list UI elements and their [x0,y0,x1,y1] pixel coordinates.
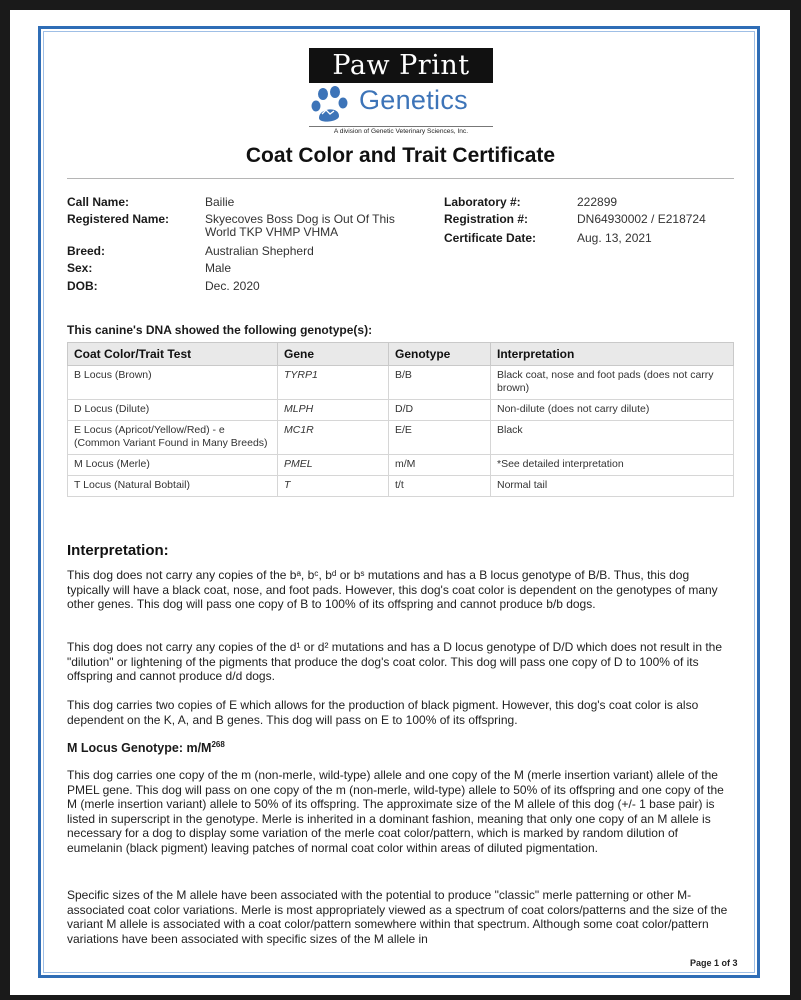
registration-number-value: DN64930002 / E218724 [577,212,706,226]
gene-cell: MLPH [278,400,389,421]
gene-cell: PMEL [278,455,389,476]
column-header-interpretation: Interpretation [491,343,734,366]
genotype-cell: B/B [389,366,491,400]
registered-name-value-1: Skyecoves Boss Dog is Out Of This [205,212,395,226]
genotype-heading: This canine's DNA showed the following genotype(s): [67,323,373,337]
table-row [68,366,734,400]
b-locus-paragraph: This dog does not carry any copies of the bᵃ, bᶜ, bᵈ or bˢ mutations and has a B locus genotype of B/B. Thus, this dog typically will have a black coat, nose, and foot pads. However, this dog's coat color is dependent on the genotypes of many other genes. This dog will pass one copy of B to 100% of its offspring and cannot produce b/b dogs. [67,568,718,612]
interpretation-cell: Black [491,421,734,455]
test-cell: B Locus (Brown) [68,366,278,400]
logo-genetics-text: Genetics [359,85,468,115]
gene-cell: T [278,476,389,497]
m-locus-paragraph-2: Specific sizes of the M allele have been associated with the potential to produce "classic" merle patterning or other M-associated coat color variations. Merle is most appropriately viewed as a spectrum of coat colors/patterns and the size of the variant M allele is associated with a coat color/pattern somewhere within that spectrum. Although some coat color/pattern variations have been associated with specific sizes of the M allele in [67,888,728,946]
table-row [68,400,734,421]
page-number: Page 1 of 3 [690,958,738,968]
gene-cell: TYRP1 [278,366,389,400]
genotype-table [67,342,734,497]
column-header-genotype: Genotype [389,343,491,366]
interpretation-cell: *See detailed interpretation [491,455,734,476]
e-locus-paragraph: This dog carries two copies of E which allows for the production of black pigment. However, this dog's coat color is also dependent on the K, A, and B genes. This dog will pass on E to 100% of its offspring. [67,698,699,727]
breed-value: Australian Shepherd [205,244,314,258]
m-locus-heading [67,740,225,755]
m-locus-heading-superscript: 268 [211,740,225,749]
table-row [68,421,734,455]
registration-number-label: Registration #: [444,212,529,226]
breed-label: Breed: [67,244,106,258]
logo-division-text: A division of Genetic Veterinary Sciences, Inc. [309,126,493,135]
laboratory-number-value: 222899 [577,195,618,209]
registered-name-value-2: World TKP VHMP VHMA [205,225,339,239]
title-divider [67,178,734,179]
logo-paw-print-text: Paw Print [309,48,493,83]
genotype-cell: t/t [389,476,491,497]
dob-label: DOB: [67,279,98,293]
genotype-cell: m/M [389,455,491,476]
gene-cell: MC1R [278,421,389,455]
m-locus-heading-text: M Locus Genotype: m/M [67,741,212,756]
interpretation-cell: Non-dilute (does not carry dilute) [491,400,734,421]
interpretation-cell: Black coat, nose and foot pads (does not carry brown) [491,366,734,400]
call-name-label: Call Name: [67,195,130,209]
d-locus-paragraph: This dog does not carry any copies of the d¹ or d² mutations and has a D locus genotype of D/D which does not result in the "dilution" or lightening of the pigments that produce the dog's coat color. This dog will pass one copy of D to 100% of its offspring and cannot produce d/d dogs. [67,640,723,684]
certificate-date-value: Aug. 13, 2021 [577,231,652,245]
column-header-gene: Gene [278,343,389,366]
registered-name-label: Registered Name: [67,212,170,226]
table-header-row [68,343,734,366]
test-cell: M Locus (Merle) [68,455,278,476]
interpretation-cell: Normal tail [491,476,734,497]
m-locus-paragraph-1: This dog carries one copy of the m (non-merle, wild-type) allele and one copy of the M (merle insertion variant) allele of the PMEL gene. This dog will pass on one copy of the m (non-merle, wild-type) allele to 50% of its offspring and one copy of the M (merle insertion variant) allele to 50% of its offspring. The approximate size of the M allele of this dog (+/- 1 base pair) is listed in superscript in the genotype. Merle is inherited in a dominant fashion, meaning that only one copy of an M allele is necessary for a dog to display some variation of the merle coat color/pattern, which is marked by random dilution of eumelanin (black pigment) leaving patches of normal coat color within areas of diluted pigmentation. [67,768,724,855]
table-row [68,476,734,497]
column-header-test: Coat Color/Trait Test [68,343,278,366]
table-row [68,455,734,476]
sex-label: Sex: [67,261,93,275]
certificate-title: Coat Color and Trait Certificate [245,144,556,167]
dob-value: Dec. 2020 [205,279,260,293]
paw-print-genetics-logo [309,48,493,134]
genotype-cell: D/D [389,400,491,421]
interpretation-heading: Interpretation: [67,542,169,559]
certificate-date-label: Certificate Date: [444,231,537,245]
sex-value: Male [205,261,232,275]
test-cell: T Locus (Natural Bobtail) [68,476,278,497]
test-cell: D Locus (Dilute) [68,400,278,421]
laboratory-number-label: Laboratory #: [444,195,521,209]
paw-icon [309,84,357,124]
genotype-cell: E/E [389,421,491,455]
test-cell: E Locus (Apricot/Yellow/Red) - e (Common Variant Found in Many Breeds) [68,421,278,455]
call-name-value: Bailie [205,195,235,209]
